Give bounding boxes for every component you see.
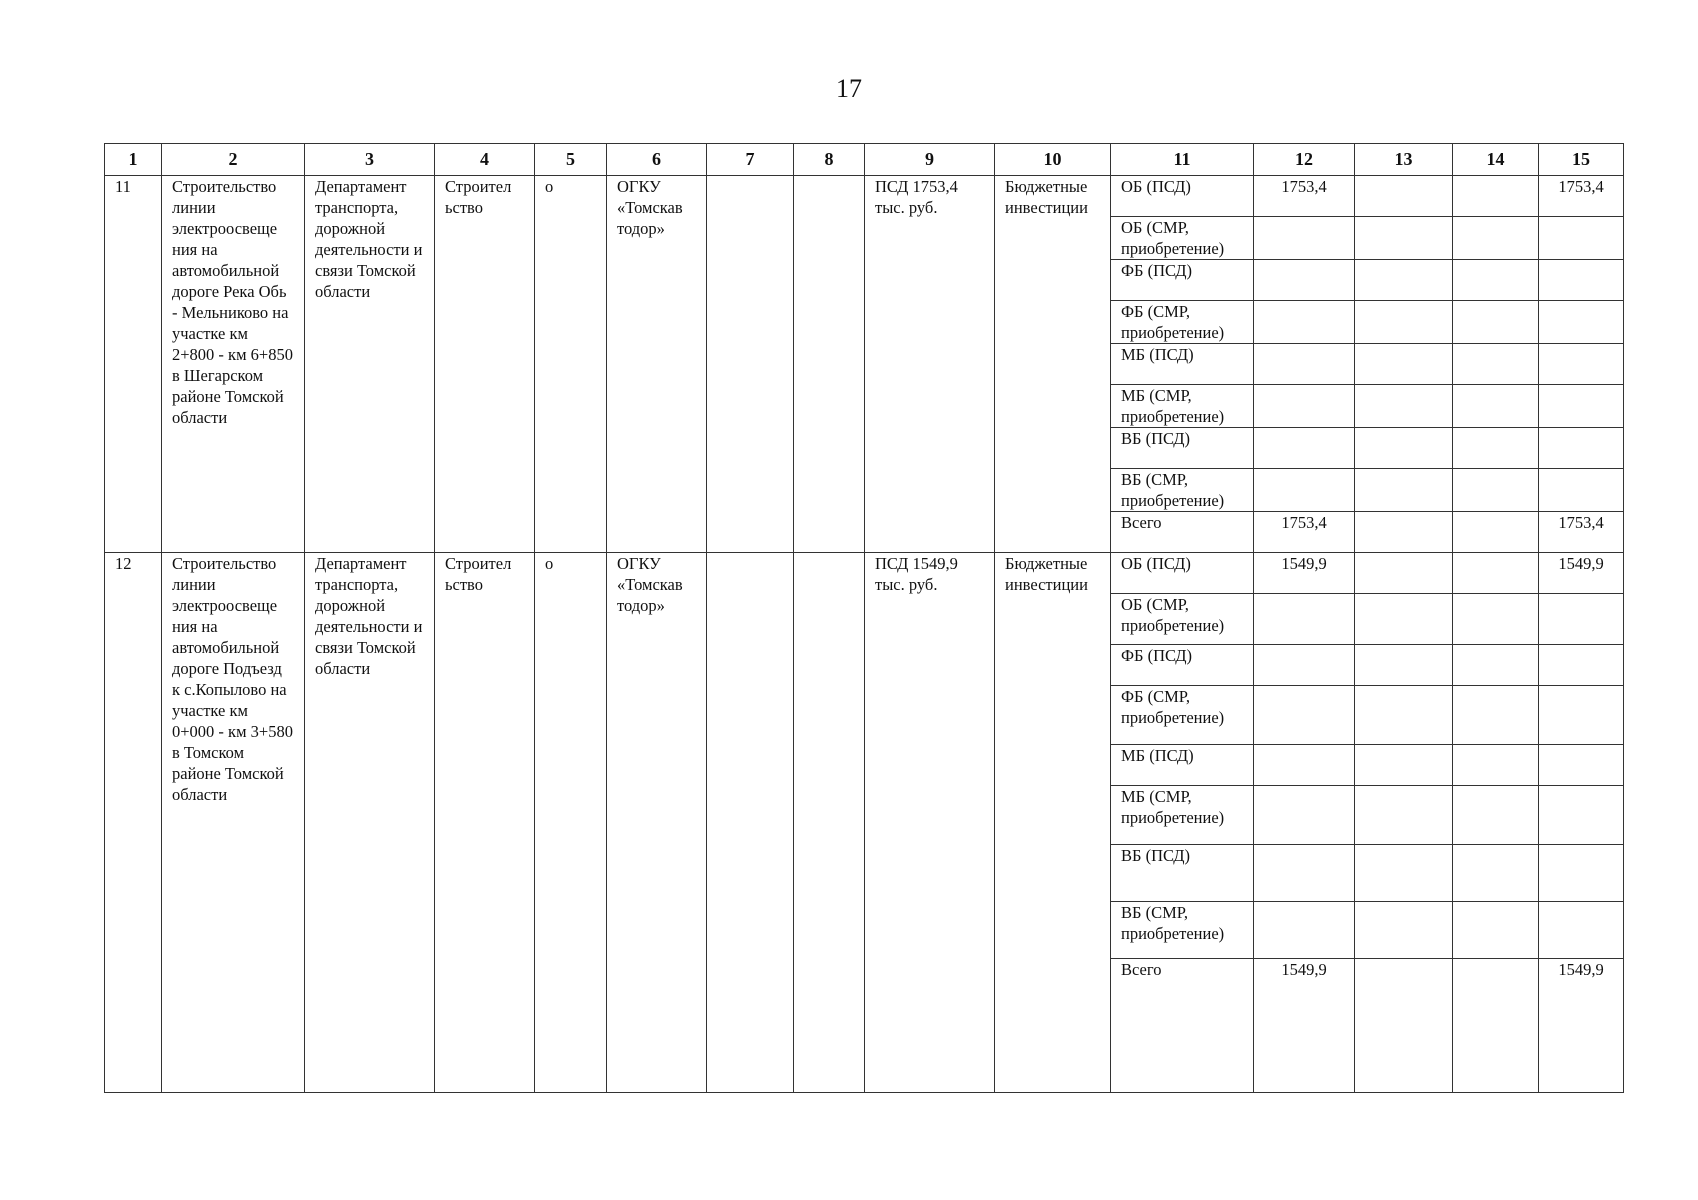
work-type: Строител ьство <box>435 553 535 1093</box>
investment-type: Бюджетные инвестиции <box>995 553 1111 1093</box>
funding-amount-c13 <box>1355 385 1453 428</box>
funding-amount-c15: 1549,9 <box>1539 553 1624 594</box>
funding-amount-c14 <box>1453 469 1539 512</box>
funding-amount-c13 <box>1355 217 1453 260</box>
investment-type: Бюджетные инвестиции <box>995 176 1111 553</box>
funding-amount-c14 <box>1453 428 1539 469</box>
funding-amount-c15 <box>1539 301 1624 344</box>
funding-amount-c12 <box>1254 645 1355 686</box>
responsible-department: Департамент транспорта, дорожной деятельности и связи Томской области <box>305 553 435 1093</box>
funding-amount-c12 <box>1254 745 1355 786</box>
funding-amount-c14 <box>1453 385 1539 428</box>
funding-amount-c13 <box>1355 553 1453 594</box>
funding-amount-c13 <box>1355 686 1453 745</box>
column-header: 9 <box>865 144 995 176</box>
funding-amount-c12: 1549,9 <box>1254 553 1355 594</box>
funding-amount-c13 <box>1355 301 1453 344</box>
funding-source: ОБ (СМР, приобретение) <box>1111 594 1254 645</box>
funding-amount-c14 <box>1453 786 1539 845</box>
funding-amount-c15 <box>1539 217 1624 260</box>
funding-amount-c15: 1753,4 <box>1539 512 1624 553</box>
table-row <box>105 176 1624 217</box>
funding-amount-c14 <box>1453 217 1539 260</box>
funding-amount-c13 <box>1355 344 1453 385</box>
col5-mark: о <box>535 553 607 1093</box>
column-header: 10 <box>995 144 1111 176</box>
funding-amount-c14 <box>1453 645 1539 686</box>
funding-source: ВБ (ПСД) <box>1111 428 1254 469</box>
column-header: 5 <box>535 144 607 176</box>
column-header: 14 <box>1453 144 1539 176</box>
funding-amount-c13 <box>1355 745 1453 786</box>
funding-amount-c13 <box>1355 845 1453 902</box>
funding-source: Всего <box>1111 512 1254 553</box>
funding-amount-c14 <box>1453 344 1539 385</box>
funding-amount-c13 <box>1355 469 1453 512</box>
cost-estimate: ПСД 1549,9 тыс. руб. <box>865 553 995 1093</box>
funding-amount-c15 <box>1539 260 1624 301</box>
funding-amount-c15 <box>1539 344 1624 385</box>
row-number: 11 <box>105 176 162 553</box>
funding-source: ФБ (ПСД) <box>1111 645 1254 686</box>
funding-source: ОБ (ПСД) <box>1111 176 1254 217</box>
funding-source: ОБ (СМР, приобретение) <box>1111 217 1254 260</box>
funding-amount-c13 <box>1355 645 1453 686</box>
funding-amount-c12 <box>1254 217 1355 260</box>
funding-amount-c15 <box>1539 594 1624 645</box>
funding-amount-c14 <box>1453 745 1539 786</box>
funding-amount-c13 <box>1355 959 1453 1093</box>
funding-amount-c15 <box>1539 469 1624 512</box>
column-header: 4 <box>435 144 535 176</box>
funding-amount-c14 <box>1453 301 1539 344</box>
funding-amount-c14 <box>1453 260 1539 301</box>
funding-source: ВБ (СМР, приобретение) <box>1111 469 1254 512</box>
page-number: 17 <box>836 74 862 103</box>
funding-amount-c15 <box>1539 686 1624 745</box>
funding-amount-c14 <box>1453 686 1539 745</box>
funding-source: ФБ (ПСД) <box>1111 260 1254 301</box>
row-number: 12 <box>105 553 162 1093</box>
funding-amount-c12 <box>1254 385 1355 428</box>
funding-amount-c12: 1549,9 <box>1254 959 1355 1093</box>
funding-amount-c14 <box>1453 902 1539 959</box>
funding-amount-c12 <box>1254 428 1355 469</box>
funding-amount-c15: 1753,4 <box>1539 176 1624 217</box>
funding-amount-c12 <box>1254 902 1355 959</box>
funding-amount-c15 <box>1539 786 1624 845</box>
column-header: 12 <box>1254 144 1355 176</box>
funding-amount-c13 <box>1355 176 1453 217</box>
customer-name: ОГКУ «Томскав тодор» <box>607 553 707 1093</box>
table-header-row <box>105 144 1624 176</box>
col5-mark: о <box>535 176 607 553</box>
col8-cell <box>794 553 865 1093</box>
funding-source: ВБ (СМР, приобретение) <box>1111 902 1254 959</box>
funding-source: ФБ (СМР, приобретение) <box>1111 686 1254 745</box>
funding-source: МБ (ПСД) <box>1111 745 1254 786</box>
funding-amount-c12 <box>1254 344 1355 385</box>
funding-source: МБ (СМР, приобретение) <box>1111 385 1254 428</box>
column-header: 6 <box>607 144 707 176</box>
funding-source: Всего <box>1111 959 1254 1093</box>
column-header: 15 <box>1539 144 1624 176</box>
funding-amount-c12 <box>1254 686 1355 745</box>
funding-source: МБ (ПСД) <box>1111 344 1254 385</box>
funding-amount-c13 <box>1355 512 1453 553</box>
investment-table <box>104 143 1624 1093</box>
funding-amount-c14 <box>1453 176 1539 217</box>
funding-amount-c12 <box>1254 469 1355 512</box>
funding-amount-c14 <box>1453 845 1539 902</box>
funding-amount-c15: 1549,9 <box>1539 959 1624 1093</box>
funding-amount-c13 <box>1355 786 1453 845</box>
object-name: Строительство линии электроосвеще ния на автомобильной дороге Река Обь - Мельниково на участке км 2+800 - км 6+850 в Шегарском районе Томской области <box>162 176 305 553</box>
column-header: 3 <box>305 144 435 176</box>
column-header: 7 <box>707 144 794 176</box>
funding-amount-c13 <box>1355 594 1453 645</box>
column-header: 13 <box>1355 144 1453 176</box>
funding-source: ФБ (СМР, приобретение) <box>1111 301 1254 344</box>
funding-amount-c13 <box>1355 428 1453 469</box>
funding-amount-c13 <box>1355 902 1453 959</box>
column-header: 11 <box>1111 144 1254 176</box>
funding-amount-c12 <box>1254 845 1355 902</box>
funding-amount-c14 <box>1453 959 1539 1093</box>
work-type: Строител ьство <box>435 176 535 553</box>
funding-source: МБ (СМР, приобретение) <box>1111 786 1254 845</box>
funding-amount-c12 <box>1254 301 1355 344</box>
object-name: Строительство линии электроосвеще ния на автомобильной дороге Подъезд к с.Копылово на участке км 0+000 - км 3+580 в Томском районе Томской области <box>162 553 305 1093</box>
col7-cell <box>707 176 794 553</box>
funding-amount-c15 <box>1539 645 1624 686</box>
column-header: 2 <box>162 144 305 176</box>
funding-amount-c12: 1753,4 <box>1254 176 1355 217</box>
funding-amount-c12 <box>1254 786 1355 845</box>
funding-amount-c15 <box>1539 902 1624 959</box>
column-header: 1 <box>105 144 162 176</box>
funding-amount-c13 <box>1355 260 1453 301</box>
col8-cell <box>794 176 865 553</box>
funding-amount-c12 <box>1254 260 1355 301</box>
col7-cell <box>707 553 794 1093</box>
funding-source: ОБ (ПСД) <box>1111 553 1254 594</box>
responsible-department: Департамент транспорта, дорожной деятельности и связи Томской области <box>305 176 435 553</box>
funding-source: ВБ (ПСД) <box>1111 845 1254 902</box>
funding-amount-c14 <box>1453 553 1539 594</box>
customer-name: ОГКУ «Томскав тодор» <box>607 176 707 553</box>
funding-amount-c12 <box>1254 594 1355 645</box>
funding-amount-c14 <box>1453 594 1539 645</box>
funding-amount-c12: 1753,4 <box>1254 512 1355 553</box>
funding-amount-c14 <box>1453 512 1539 553</box>
funding-amount-c15 <box>1539 428 1624 469</box>
table-row <box>105 553 1624 594</box>
funding-amount-c15 <box>1539 385 1624 428</box>
column-header: 8 <box>794 144 865 176</box>
cost-estimate: ПСД 1753,4 тыс. руб. <box>865 176 995 553</box>
funding-amount-c15 <box>1539 845 1624 902</box>
funding-amount-c15 <box>1539 745 1624 786</box>
